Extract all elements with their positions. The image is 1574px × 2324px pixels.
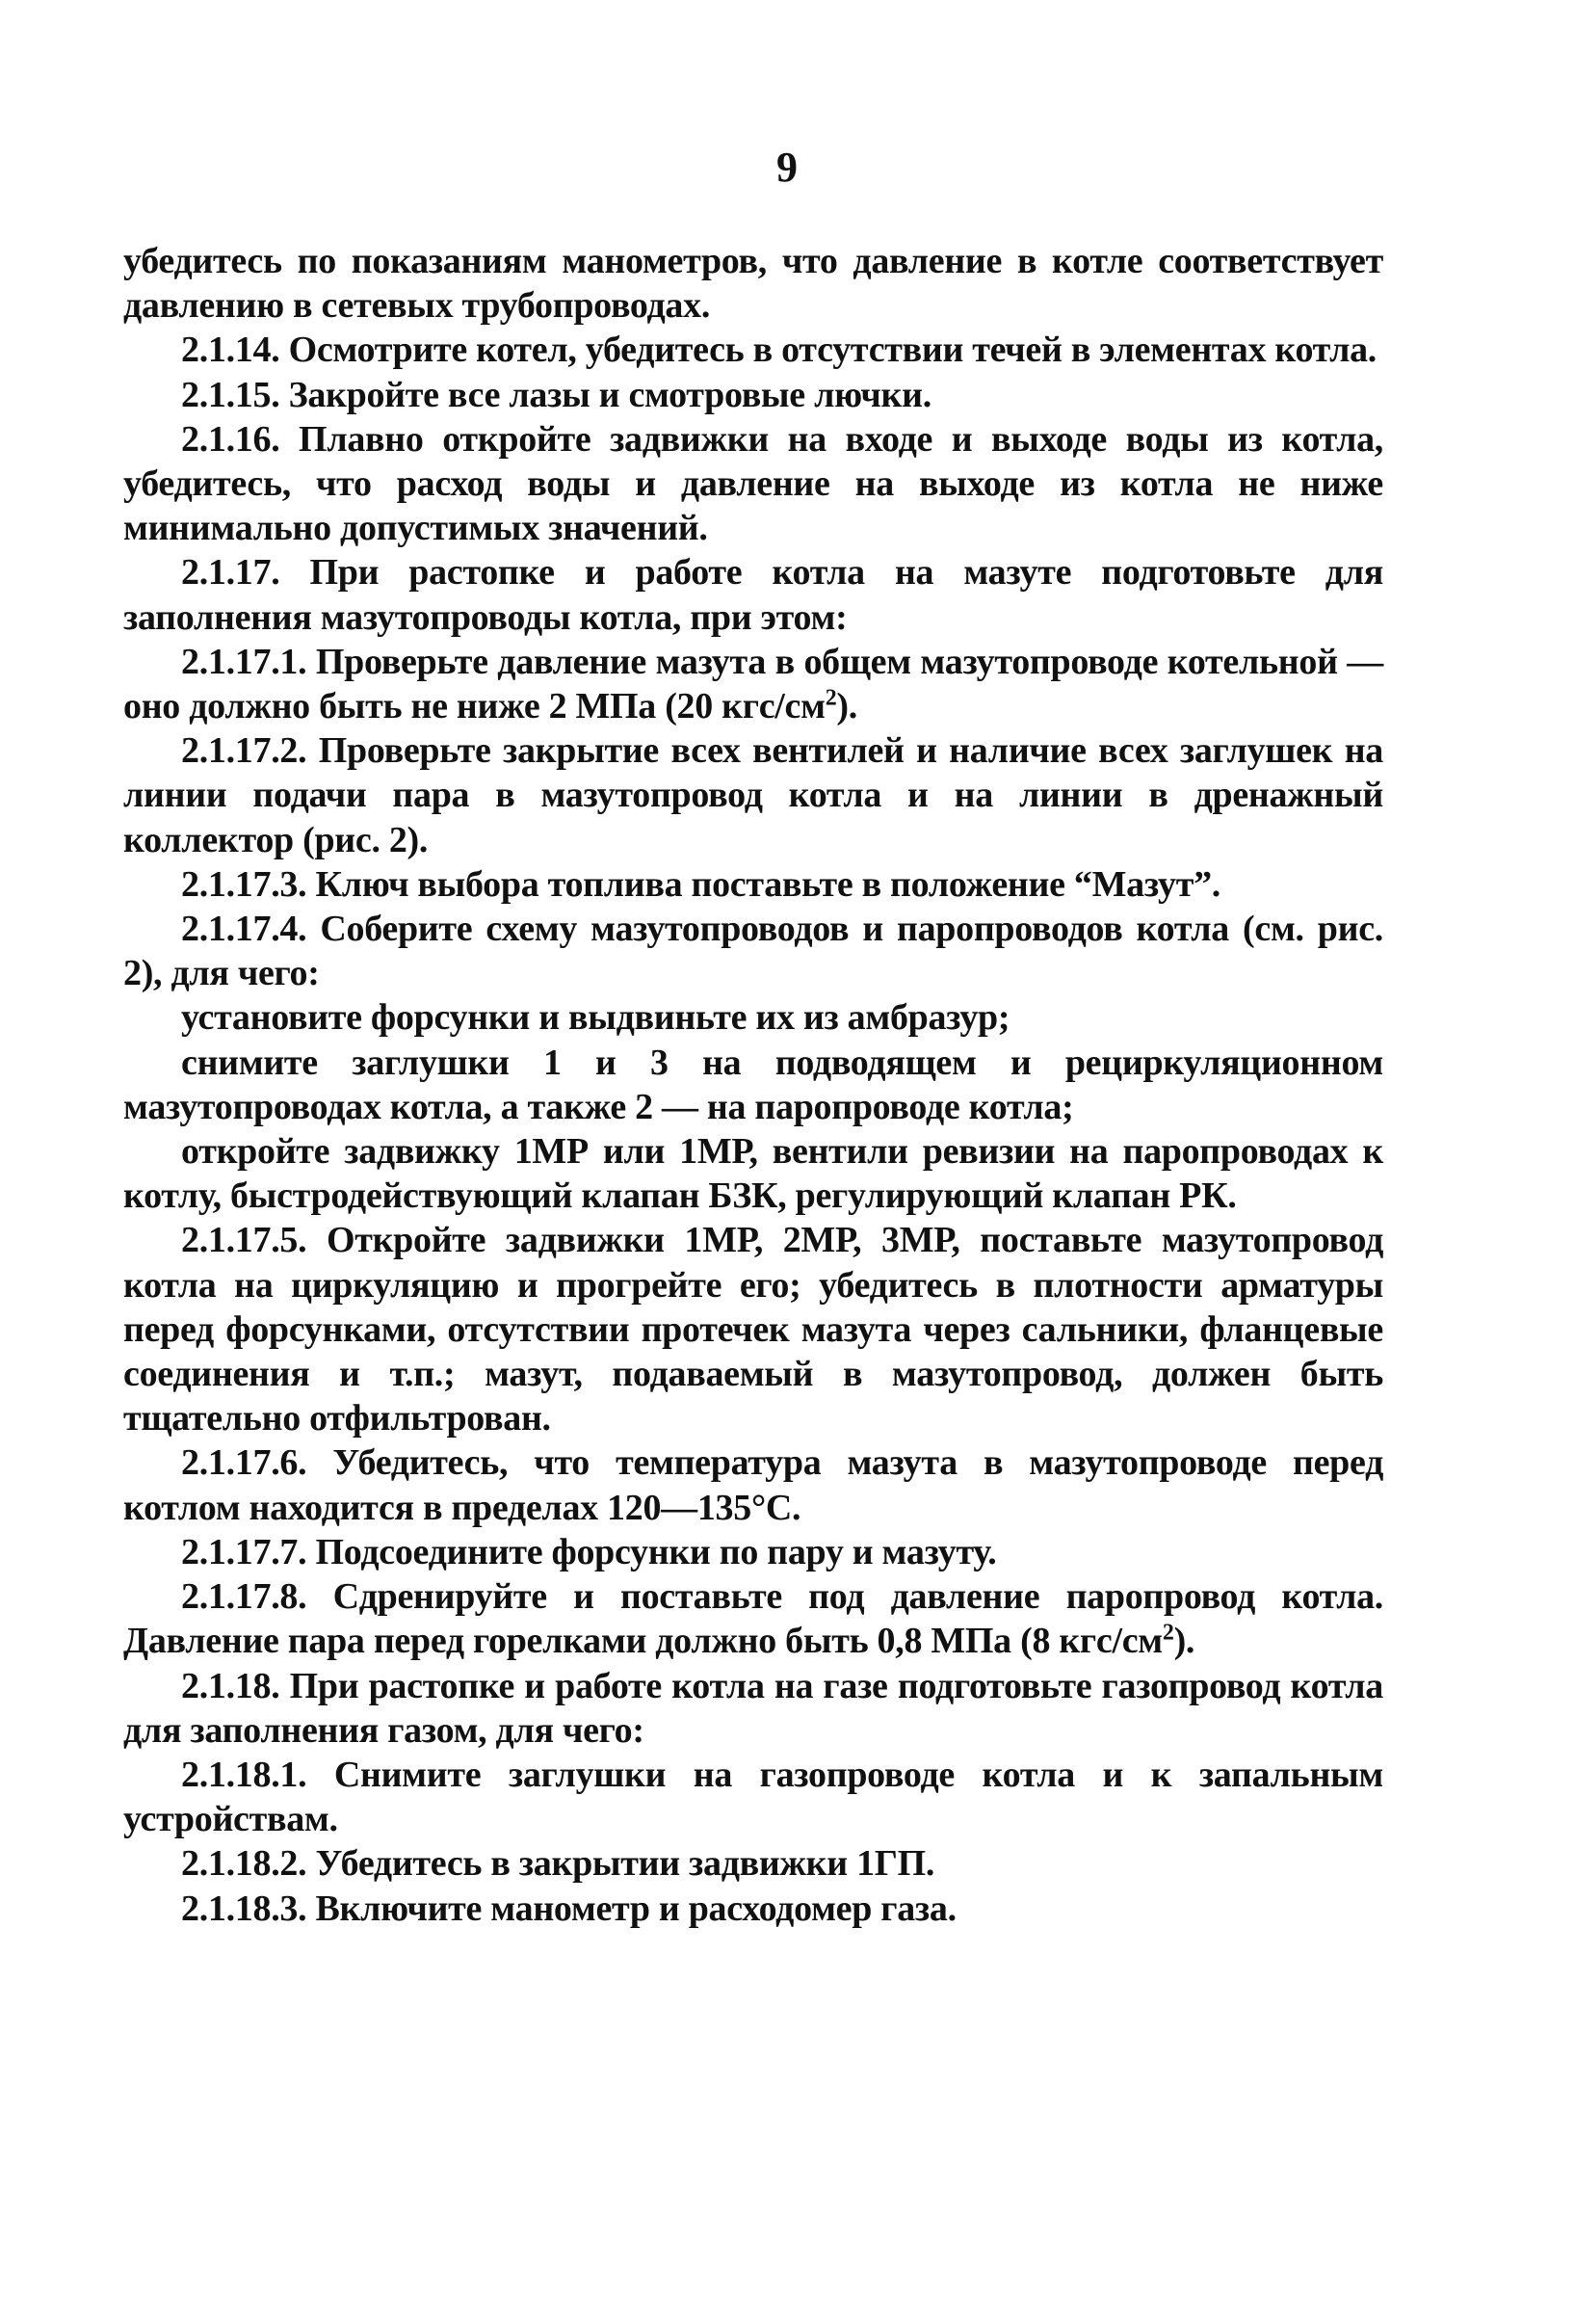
superscript: 2 — [825, 685, 837, 711]
paragraph-2-1-14: 2.1.14. Осмотрите котел, убедитесь в отсутствии течей в элементах котла. — [181, 330, 1377, 371]
list-item-open-valve: откройте задвижку 1МР или 1МР, вентили ревизии на паропроводах к котлу, быстродействующий клапан БЗК, регулирующий клапан РК. — [123, 1131, 1383, 1217]
superscript: 2 — [1162, 1620, 1174, 1646]
paragraph-2-1-17-1-text: 2.1.17.1. Проверьте давление мазута в общем мазутопроводе котельной — оно должно быть не ниже 2 МПа (20 кгс/см — [123, 641, 1383, 727]
paragraph-2-1-17-7: 2.1.17.7. Подсоедините форсунки по пару и мазуту. — [181, 1531, 997, 1572]
paragraph-2-1-18: 2.1.18. При растопке и работе котла на газе подготовьте газопровод котла для заполнения газом, для чего: — [123, 1665, 1383, 1751]
paragraph-2-1-18-1: 2.1.18.1. Снимите заглушки на газопроводе котла и к запальным устройствам. — [123, 1754, 1383, 1840]
list-item-install-nozzles: установите форсунки и выдвиньте их из амбразур; — [181, 997, 1010, 1039]
paragraph-2-1-16: 2.1.16. Плавно откройте задвижки на входе и выходе воды из котла, убедитесь, что расход воды и давление на выходе из котла не ниже минимально допустимых значений. — [123, 418, 1383, 549]
paragraph-2-1-17-8 — [123, 1574, 1383, 1663]
paragraph-2-1-17: 2.1.17. При растопке и работе котла на мазуте подготовьте для заполнения мазутопроводы котла, при этом: — [123, 552, 1383, 638]
paragraph-2-1-17-8-tail: ). — [1173, 1621, 1195, 1662]
paragraph-2-1-17-1-tail: ). — [836, 686, 857, 727]
paragraph-2-1-17-6: 2.1.17.6. Убедитесь, что температура мазута в мазутопроводе перед котлом находится в пределах 120—135°С. — [123, 1442, 1383, 1528]
paragraph-2-1-18-3: 2.1.18.3. Включите манометр и расходомер газа. — [181, 1888, 957, 1929]
paragraph-2-1-17-2: 2.1.17.2. Проверьте закрытие всех вентилей и наличие всех заглушек на линии подачи пара в мазутопровод котла и на линии в дренажный коллектор (рис. 2). — [123, 730, 1383, 860]
list-item-remove-plugs: снимите заглушки 1 и 3 на подводящем и рециркуляционном мазутопроводах котла, а также 2 — на паропроводе котла; — [123, 1042, 1383, 1127]
paragraph-2-1-17-8-text: 2.1.17.8. Сдренируйте и поставьте под давление паропровод котла. Давление пара перед горелками должно быть 0,8 МПа (8 кгс/см — [123, 1576, 1383, 1662]
page-number: 9 — [776, 144, 798, 191]
document-body — [123, 239, 1383, 1931]
paragraph-2-1-17-4: 2.1.17.4. Соберите схему мазутопроводов и паропроводов котла (см. рис. 2), для чего: — [123, 909, 1383, 994]
paragraph-2-1-15: 2.1.15. Закройте все лазы и смотровые лючки. — [181, 374, 931, 415]
paragraph-2-1-17-1 — [123, 640, 1383, 728]
paragraph-2-1-17-5: 2.1.17.5. Откройте задвижки 1МР, 2МР, 3МР, поставьте мазутопровод котла на циркуляцию и прогрейте его; убедитесь в плотности арматуры перед форсунками, отсутствии протечек мазута через сальники, фланцевые соединения и т.п.; мазут, подаваемый в мазутопровод, должен быть тщательно отфильтрован. — [123, 1220, 1383, 1439]
paragraph-2-1-18-2: 2.1.18.2. Убедитесь в закрытии задвижки 1ГП. — [181, 1843, 935, 1885]
paragraph-2-1-17-3: 2.1.17.3. Ключ выбора топлива поставьте в положение “Мазут”. — [181, 863, 1220, 905]
paragraph-continuation: убедитесь по показаниям манометров, что давление в котле соответствует давлению в сетевых трубопроводах. — [123, 241, 1383, 327]
